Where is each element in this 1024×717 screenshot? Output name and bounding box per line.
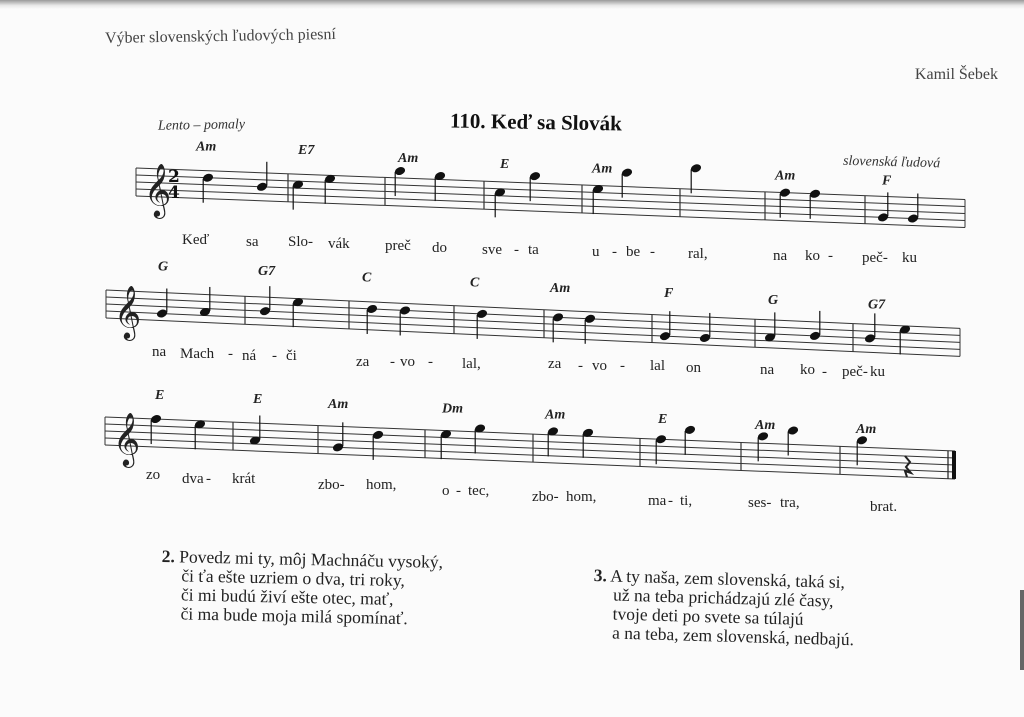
staff-line (136, 189, 965, 221)
lyric-syllable: ko (800, 362, 815, 378)
staff-system (106, 259, 960, 380)
lyric-syllable: do (432, 240, 447, 256)
verse-line: či mi budú živí ešte otec, mať, (180, 584, 394, 609)
time-signature-numerator: 2 (168, 167, 180, 188)
lyric-syllable: tra, (780, 495, 800, 511)
chord-symbol: F (664, 286, 674, 302)
lyric-syllable: vo (400, 354, 415, 370)
lyric-syllable: na (773, 248, 788, 264)
chord-symbol: Am (545, 407, 566, 423)
lyric-syllable: ku (870, 364, 885, 380)
lyric-syllable: - (578, 358, 583, 374)
lyric-syllable: vák (328, 236, 350, 252)
lyric-syllable: ses- (748, 495, 772, 511)
chord-symbol: Am (398, 150, 419, 166)
verse-line: Povedz mi ty, môj Machnáču vysoký, (179, 546, 444, 572)
treble-clef-icon: 𝄞 (114, 284, 142, 339)
treble-clef-icon: 𝄞 (144, 162, 172, 217)
staff-line (106, 304, 960, 342)
lyric-syllable: sa (246, 234, 259, 250)
verse-number: 3. (593, 565, 608, 586)
book-title: Výber slovenských ľudových piesní (104, 25, 337, 48)
chord-symbol: G (768, 292, 779, 308)
staff-line (136, 196, 965, 228)
lyric-syllable: sve (482, 242, 502, 258)
lyric-syllable: - (272, 348, 277, 364)
author-name: Kamil Šebek (914, 66, 998, 83)
lyric-syllable: ná (242, 348, 257, 364)
lyric-syllable: Slo- (288, 234, 314, 250)
lyric-syllable: - (668, 493, 673, 509)
lyric-syllable: - (828, 248, 833, 264)
lyric-syllable: zbo- (318, 477, 345, 493)
verse-line: či ma bude moja milá spomínať. (180, 603, 408, 629)
chord-symbol: Am (856, 422, 877, 438)
lyric-syllable: - (612, 244, 617, 260)
chord-symbol: G7 (868, 297, 886, 313)
chord-symbol: Am (592, 161, 613, 177)
lyric-syllable: tec, (468, 483, 490, 499)
lyric-syllable: krát (232, 471, 256, 487)
lyric-syllable: o (442, 483, 450, 499)
lyric-syllable: peč- (862, 250, 888, 266)
chord-symbol: G (158, 259, 169, 275)
chord-symbol: E (658, 412, 668, 428)
lyric-syllable: on (686, 360, 701, 376)
staff-system (136, 139, 965, 266)
verse-line: A ty naša, zem slovenská, taká si, (610, 565, 846, 593)
lyric-syllable: ko (805, 248, 820, 264)
lyric-syllable: či (286, 348, 297, 364)
chord-symbol: Am (196, 139, 217, 155)
chord-symbol: Dm (442, 401, 463, 417)
lyric-syllable: hom, (566, 489, 597, 505)
lyric-syllable: na (152, 344, 167, 360)
chord-symbol: C (362, 270, 372, 286)
lyric-syllable: na (760, 362, 775, 378)
lyric-syllable: Mach (180, 346, 215, 362)
chord-symbol: Am (328, 396, 349, 412)
lyric-syllable: ku (902, 250, 917, 266)
staff-line (106, 318, 960, 356)
quarter-rest-icon (905, 456, 911, 477)
lyric-syllable: be (626, 244, 641, 260)
lyric-syllable: ti, (680, 493, 693, 509)
lyric-syllable: dva (182, 471, 204, 487)
staff-line (106, 297, 960, 335)
staff-system (105, 388, 955, 515)
staff-line (106, 311, 960, 349)
lyric-syllable: - (650, 244, 655, 260)
verse-line: či ťa ešte uzriem o dva, tri roky, (181, 565, 406, 591)
tempo-marking: Lento – pomaly (157, 117, 246, 134)
chord-symbol: Am (775, 168, 796, 184)
lyric-syllable: - (390, 354, 395, 370)
lyric-syllable: ma (648, 493, 667, 509)
chord-symbol: Am (755, 418, 776, 433)
chord-symbol: Am (550, 280, 571, 296)
lyric-syllable: za (548, 356, 562, 372)
chord-symbol: E (500, 156, 510, 172)
chord-symbol: G7 (258, 263, 276, 279)
lyric-syllable: - (428, 354, 433, 370)
staff-line (136, 175, 965, 207)
lyric-syllable: - (206, 471, 211, 487)
lyric-syllable: za (356, 354, 370, 370)
chord-symbol: E (155, 388, 165, 403)
chord-symbol: C (470, 275, 480, 291)
staff-line (106, 290, 960, 328)
lyric-syllable: preč (385, 238, 411, 254)
verse-2 (160, 547, 443, 629)
verse-line: tvoje deti po svete sa túlajú (612, 603, 804, 629)
lyric-syllable: u (592, 244, 600, 260)
song-origin: slovenská ľudová (842, 153, 941, 172)
chord-symbol: E (253, 391, 263, 407)
verse-3 (592, 566, 856, 649)
lyric-syllable: Keď (182, 232, 210, 248)
verse-line: a na teba, zem slovenská, nedbajú. (611, 622, 855, 650)
lyric-syllable: lal, (462, 356, 481, 372)
lyric-syllable: zbo- (532, 489, 559, 505)
lyric-syllable: hom, (366, 477, 397, 493)
time-signature-denominator: 4 (168, 183, 180, 204)
verse-number: 2. (161, 546, 176, 567)
lyric-syllable: ral, (688, 246, 708, 262)
chord-symbol: E7 (298, 143, 315, 159)
lyric-syllable: brat. (870, 499, 898, 515)
chord-symbol: F (882, 173, 892, 189)
treble-clef-icon: 𝄞 (113, 411, 141, 466)
lyric-syllable: - (456, 483, 461, 499)
verse-line: už na teba prichádzajú zlé časy, (612, 584, 834, 611)
lyric-syllable: zo (146, 467, 161, 483)
lyric-syllable: vo (592, 358, 607, 374)
lyric-syllable: peč- (842, 364, 868, 380)
song-title: 110. Keď sa Slovák (449, 108, 622, 136)
lyric-syllable: - (822, 364, 827, 380)
lyric-syllable: ta (528, 242, 539, 258)
lyric-syllable: lal (650, 358, 665, 374)
lyric-syllable: - (620, 358, 625, 374)
lyric-syllable: - (228, 346, 233, 362)
lyric-syllable: - (514, 242, 519, 258)
